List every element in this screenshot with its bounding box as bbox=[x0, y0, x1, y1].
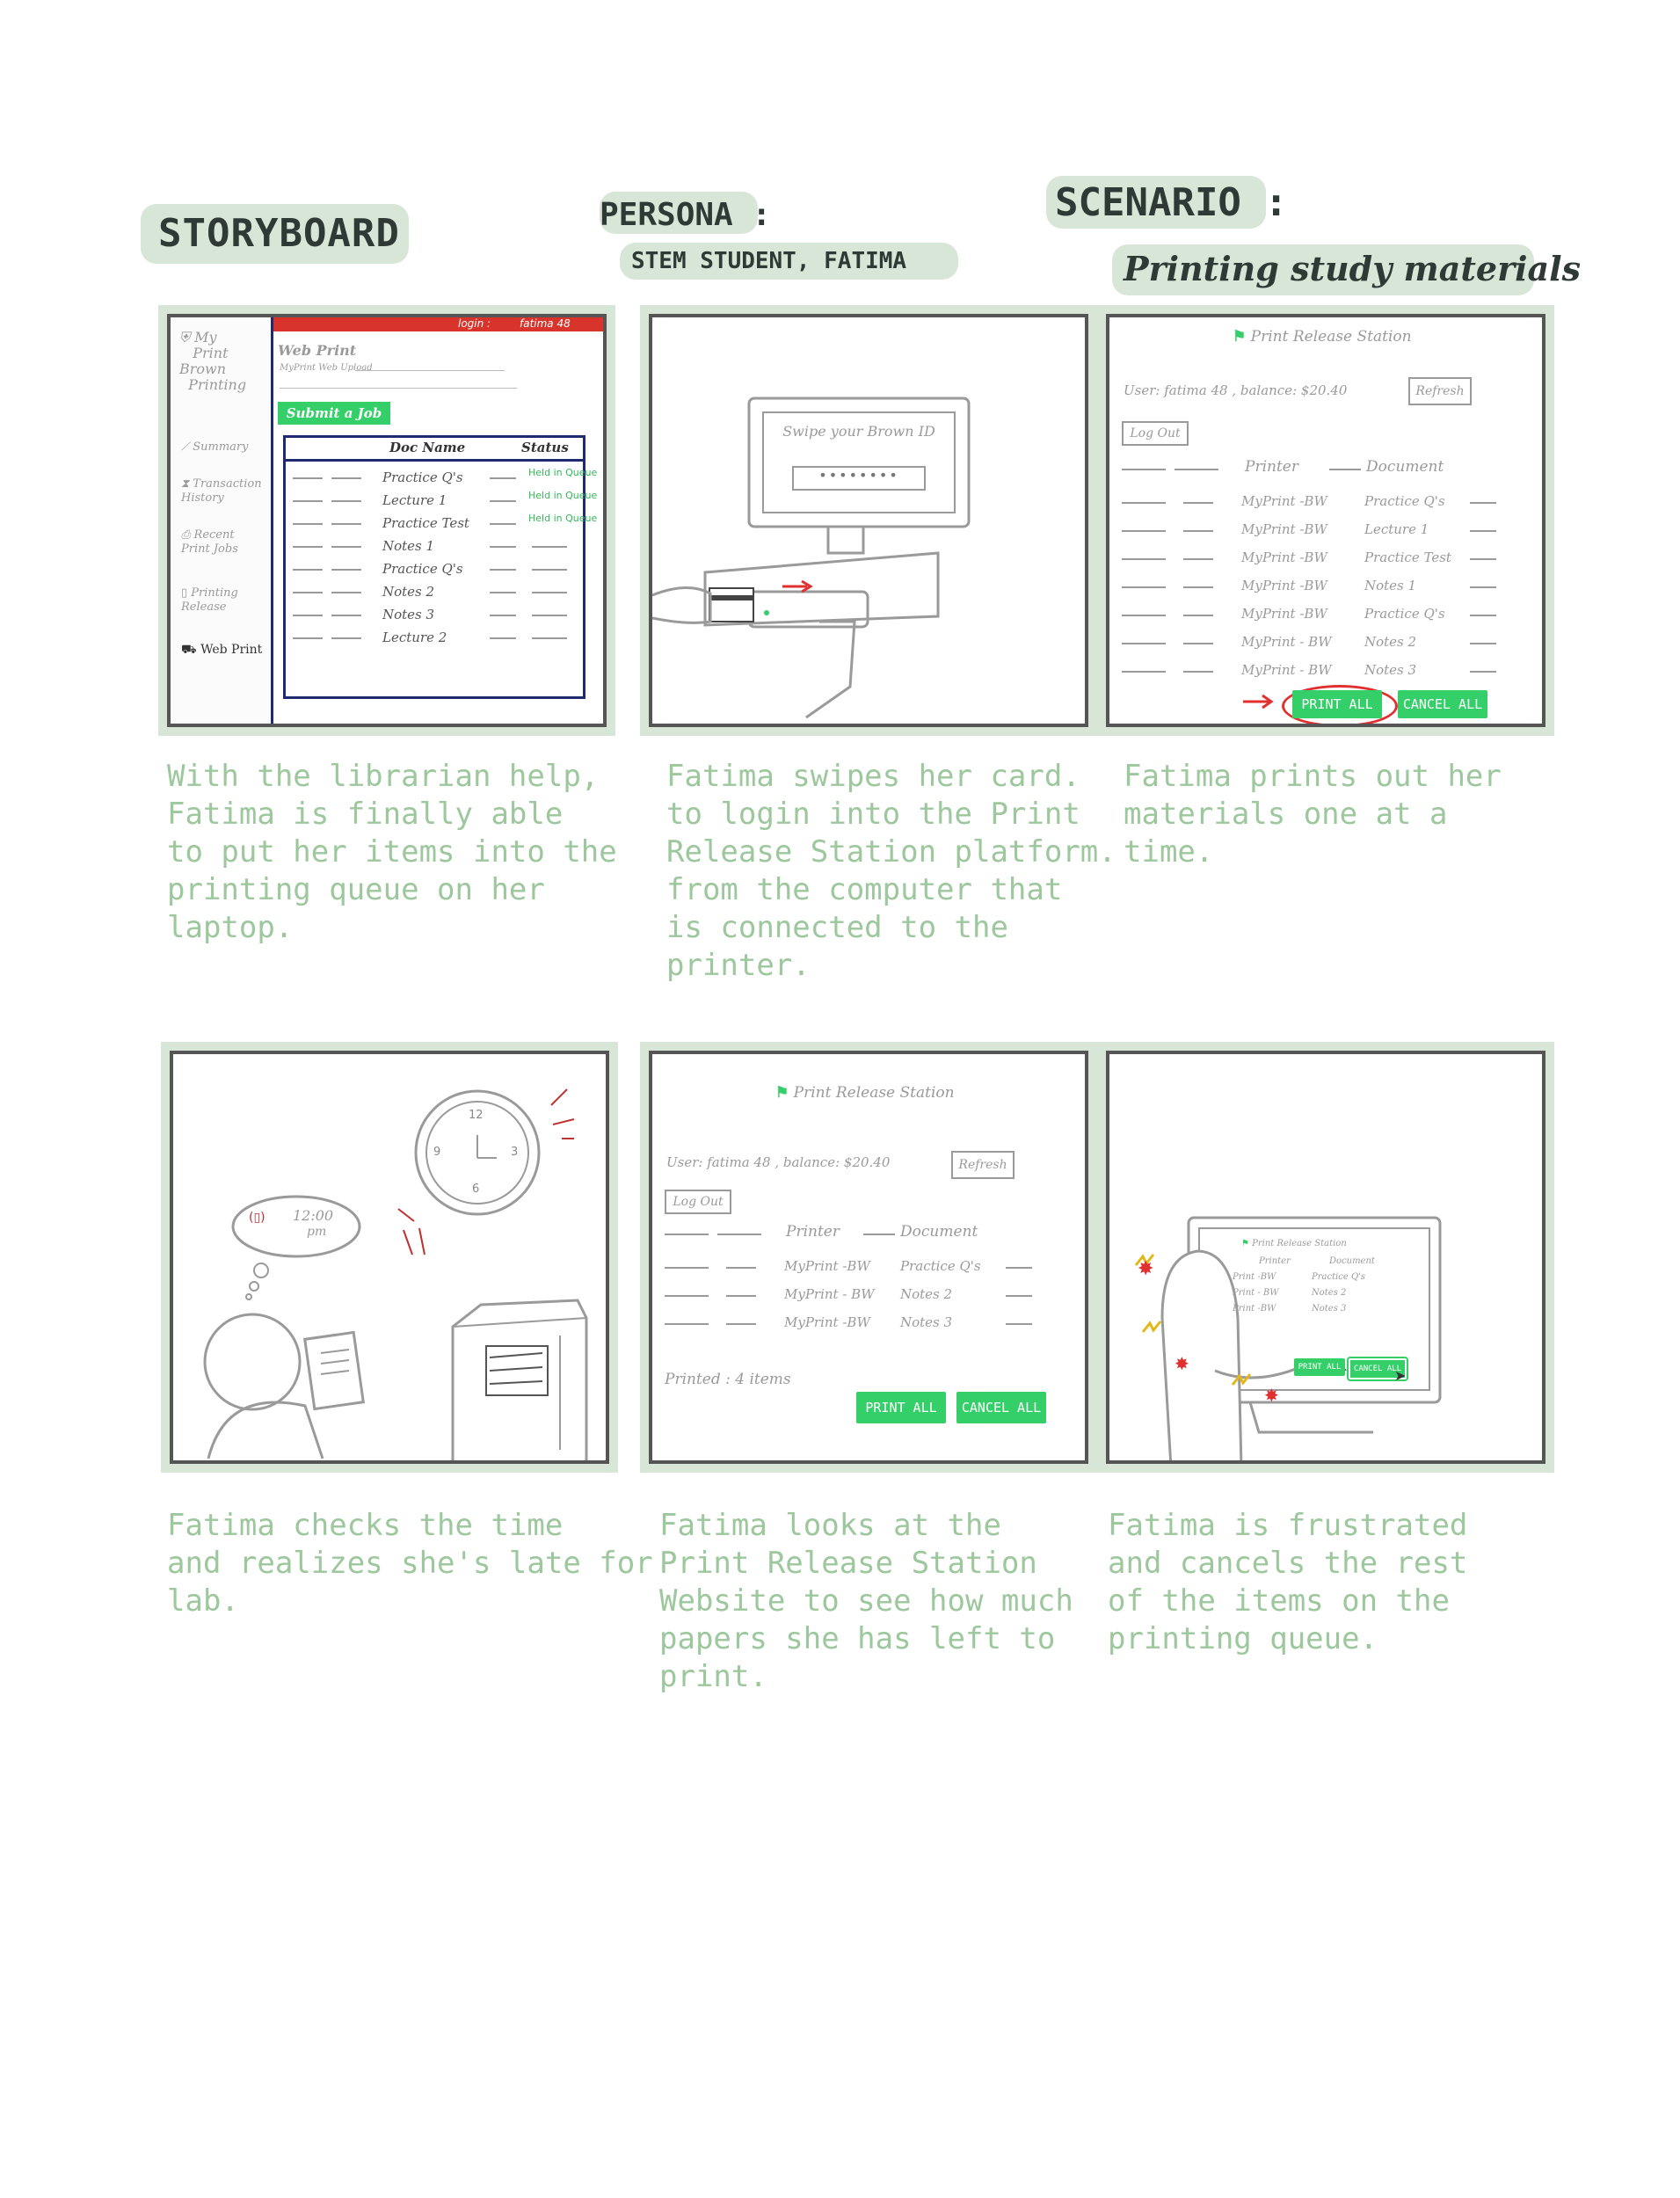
webprint-topbar bbox=[273, 317, 603, 331]
user-balance: User: fatima 48 , balance: $20.40 bbox=[1124, 382, 1348, 398]
clock-illustration bbox=[173, 1054, 606, 1460]
release-printer: MyPrint -BW bbox=[1241, 493, 1327, 509]
bubble-pm: pm bbox=[307, 1225, 327, 1239]
login-label: login : bbox=[458, 317, 491, 330]
release-row[interactable] bbox=[1109, 491, 1542, 518]
print-all-button[interactable]: PRINT ALL bbox=[856, 1392, 946, 1423]
clock-12: 12 bbox=[469, 1109, 484, 1122]
divider bbox=[355, 370, 505, 371]
jobs-table-header bbox=[286, 438, 583, 462]
webprint-subtitle: MyPrint Web Upload bbox=[280, 363, 373, 373]
release-printer: MyPrint -BW bbox=[784, 1258, 870, 1274]
col-printer: Printer bbox=[1245, 458, 1298, 476]
release-row[interactable] bbox=[1109, 632, 1542, 659]
col-document: Document bbox=[1366, 458, 1444, 476]
release-printer: MyPrint - BW bbox=[1241, 634, 1332, 650]
shield-icon: ⛨ bbox=[179, 329, 191, 346]
release-row[interactable] bbox=[652, 1313, 1085, 1339]
col-document: Document bbox=[1329, 1256, 1375, 1266]
release-document: Lecture 1 bbox=[1364, 521, 1429, 537]
job-status: Held in Queue bbox=[528, 467, 598, 478]
cancel-all-button[interactable]: CANCEL ALL bbox=[1398, 690, 1487, 718]
release-row[interactable] bbox=[1109, 604, 1542, 630]
col-document: Document bbox=[900, 1223, 978, 1241]
sidebar-item-summary[interactable]: ⟋ Summary bbox=[181, 440, 249, 454]
release-document: Notes 2 bbox=[1364, 634, 1417, 650]
station-title: ⚑ Print Release Station bbox=[775, 1084, 955, 1102]
release-row[interactable] bbox=[1109, 548, 1542, 574]
panel-5-print-release-status bbox=[649, 1051, 1088, 1464]
clock-6: 6 bbox=[472, 1183, 480, 1196]
scenario-value: Printing study materials bbox=[1124, 249, 1581, 288]
print-all-button[interactable]: PRINT ALL bbox=[1294, 1358, 1345, 1376]
release-row[interactable] bbox=[1109, 1302, 1542, 1328]
caption-4: Fatima checks the time and realizes she's late for lab. bbox=[167, 1508, 653, 1619]
release-header bbox=[665, 1223, 1069, 1249]
job-doc-name: Lecture 1 bbox=[382, 492, 447, 508]
cancel-all-button[interactable]: CANCEL ALL bbox=[956, 1392, 1046, 1423]
release-printer: MyPrint -BW bbox=[1241, 578, 1327, 593]
refresh-button[interactable]: Refresh bbox=[951, 1151, 1015, 1179]
logout-button[interactable]: Log Out bbox=[1122, 421, 1189, 446]
frustrated-illustration bbox=[1109, 1054, 1542, 1460]
anger-icon: ✸ bbox=[1138, 1258, 1154, 1280]
col-printer: Printer bbox=[1259, 1256, 1291, 1266]
job-doc-name: Notes 2 bbox=[382, 584, 435, 600]
swipe-illustration bbox=[652, 317, 1085, 724]
user-balance: User: fatima 48 , balance: $20.40 bbox=[666, 1154, 891, 1170]
car-icon: ⛟ bbox=[181, 643, 197, 657]
release-printer: Print - BW bbox=[1233, 1288, 1279, 1298]
release-header bbox=[1122, 458, 1526, 484]
job-doc-name: Lecture 2 bbox=[382, 630, 447, 645]
caption-6: Fatima is frustrated and cancels the rest of the items on the printing queue. bbox=[1108, 1508, 1468, 1656]
station-title: ⚑ Print Release Station bbox=[1241, 1239, 1347, 1248]
job-status: Held in Queue bbox=[528, 513, 598, 524]
job-doc-name: Practice Q's bbox=[382, 561, 463, 577]
webprint-sidebar bbox=[171, 317, 273, 727]
hourglass-icon: ⧗ bbox=[181, 477, 190, 491]
chart-icon: ⟋ bbox=[181, 440, 190, 454]
arrow-pointer bbox=[1241, 691, 1276, 712]
printed-count: Printed : 4 items bbox=[665, 1371, 791, 1388]
release-row[interactable] bbox=[1109, 660, 1542, 687]
release-document: Notes 3 bbox=[1312, 1304, 1347, 1314]
job-row[interactable] bbox=[286, 628, 583, 654]
webprint-title: Web Print bbox=[278, 342, 357, 359]
bubble-time: 12:00 bbox=[293, 1207, 334, 1224]
release-row[interactable] bbox=[1109, 520, 1542, 546]
caption-2: Fatima swipes her card. to login into the Print Release Station platform. from the computer that is connected to the printer. bbox=[666, 759, 1116, 983]
flag-icon: ⚑ bbox=[1241, 1239, 1249, 1248]
job-doc-name: Practice Q's bbox=[382, 469, 463, 485]
release-document: Practice Test bbox=[1364, 550, 1451, 565]
panel-6-cancel bbox=[1106, 1051, 1545, 1464]
release-document: Notes 2 bbox=[1312, 1288, 1347, 1298]
release-printer: MyPrint -BW bbox=[784, 1314, 870, 1330]
storyboard-title: STORYBOARD bbox=[158, 211, 400, 256]
station-title: ⚑ Print Release Station bbox=[1233, 328, 1412, 346]
release-document: Notes 3 bbox=[1364, 662, 1417, 678]
clock-9: 9 bbox=[433, 1146, 441, 1159]
release-document: Notes 3 bbox=[900, 1314, 953, 1330]
sidebar-item-recent-print-jobs[interactable]: ⎙ Recent Print Jobs bbox=[181, 528, 238, 556]
release-printer: MyPrint - BW bbox=[1241, 662, 1332, 678]
panel-1-web-print bbox=[167, 314, 607, 727]
login-user: fatima 48 bbox=[520, 317, 571, 330]
print-all-button[interactable]: PRINT ALL bbox=[1292, 690, 1382, 718]
jobs-table bbox=[283, 435, 598, 699]
caption-5: Fatima looks at the Print Release Station Website to see how much papers she has left to print. bbox=[659, 1508, 1073, 1694]
caption-1: With the librarian help, Fatima is finally able to put her items into the printing queue on her laptop. bbox=[167, 759, 617, 945]
release-printer: MyPrint -BW bbox=[1241, 550, 1327, 565]
col-status: Status bbox=[521, 440, 569, 455]
job-doc-name: Notes 3 bbox=[382, 607, 435, 622]
scenario-label: SCENARIO : bbox=[1055, 180, 1288, 225]
flag-icon: ⚑ bbox=[775, 1084, 789, 1102]
panel-3-print-release bbox=[1106, 314, 1545, 727]
release-document: Notes 2 bbox=[900, 1286, 953, 1302]
release-document: Practice Q's bbox=[1364, 493, 1445, 509]
release-row[interactable] bbox=[652, 1256, 1085, 1283]
job-doc-name: Notes 1 bbox=[382, 538, 435, 554]
persona-label: PERSONA : bbox=[600, 197, 772, 233]
flag-icon: ⚑ bbox=[1233, 328, 1247, 346]
release-document: Practice Q's bbox=[1364, 606, 1445, 622]
swipe-prompt: Swipe your Brown ID bbox=[782, 423, 935, 440]
persona-value: STEM STUDENT, FATIMA bbox=[631, 248, 907, 274]
divider bbox=[280, 388, 517, 389]
job-doc-name: Practice Test bbox=[382, 515, 469, 531]
release-document: Practice Q's bbox=[1312, 1272, 1366, 1282]
release-row[interactable] bbox=[1109, 576, 1542, 602]
brand-logo: ⛨ My Print Brown Printing bbox=[179, 329, 247, 393]
panel-4-clock bbox=[170, 1051, 609, 1464]
col-printer: Printer bbox=[786, 1223, 840, 1241]
panel-2-card-swipe bbox=[649, 314, 1088, 727]
mouse-cursor-icon: ➤ bbox=[1394, 1367, 1407, 1384]
release-printer: Print -BW bbox=[1233, 1304, 1276, 1314]
cancel-all-button[interactable]: CANCEL ALL bbox=[1349, 1358, 1407, 1379]
printer-icon: ⎙ bbox=[181, 528, 191, 542]
sidebar-item-transaction-history[interactable]: ⧗ Transaction History bbox=[181, 477, 262, 505]
refresh-button[interactable]: Refresh bbox=[1408, 377, 1472, 405]
sidebar-item-web-print[interactable]: ⛟ Web Print bbox=[181, 643, 263, 657]
ringing-phone-icon: (▯) bbox=[249, 1211, 265, 1225]
job-status: Held in Queue bbox=[528, 490, 598, 501]
logout-button[interactable]: Log Out bbox=[665, 1190, 731, 1214]
sidebar-item-printing-release[interactable]: ▯ Printing Release bbox=[181, 586, 238, 614]
release-printer: MyPrint - BW bbox=[784, 1286, 875, 1302]
release-row[interactable] bbox=[652, 1285, 1085, 1311]
pin-field: •••••••• bbox=[818, 467, 899, 484]
release-printer: MyPrint -BW bbox=[1241, 521, 1327, 537]
release-document: Practice Q's bbox=[900, 1258, 981, 1274]
col-doc-name: Doc Name bbox=[389, 440, 466, 455]
anger-icon: ✸ bbox=[1264, 1385, 1279, 1406]
clock-3: 3 bbox=[511, 1146, 519, 1159]
release-document: Notes 1 bbox=[1364, 578, 1417, 593]
phone-icon: ▯ bbox=[181, 586, 188, 600]
submit-job-button[interactable]: Submit a Job bbox=[278, 402, 390, 425]
release-printer: MyPrint -BW bbox=[1241, 606, 1327, 622]
anger-icon: ✸ bbox=[1175, 1353, 1189, 1374]
caption-3: Fatima prints out her materials one at a time. bbox=[1124, 759, 1502, 870]
release-printer: Print -BW bbox=[1233, 1272, 1276, 1282]
